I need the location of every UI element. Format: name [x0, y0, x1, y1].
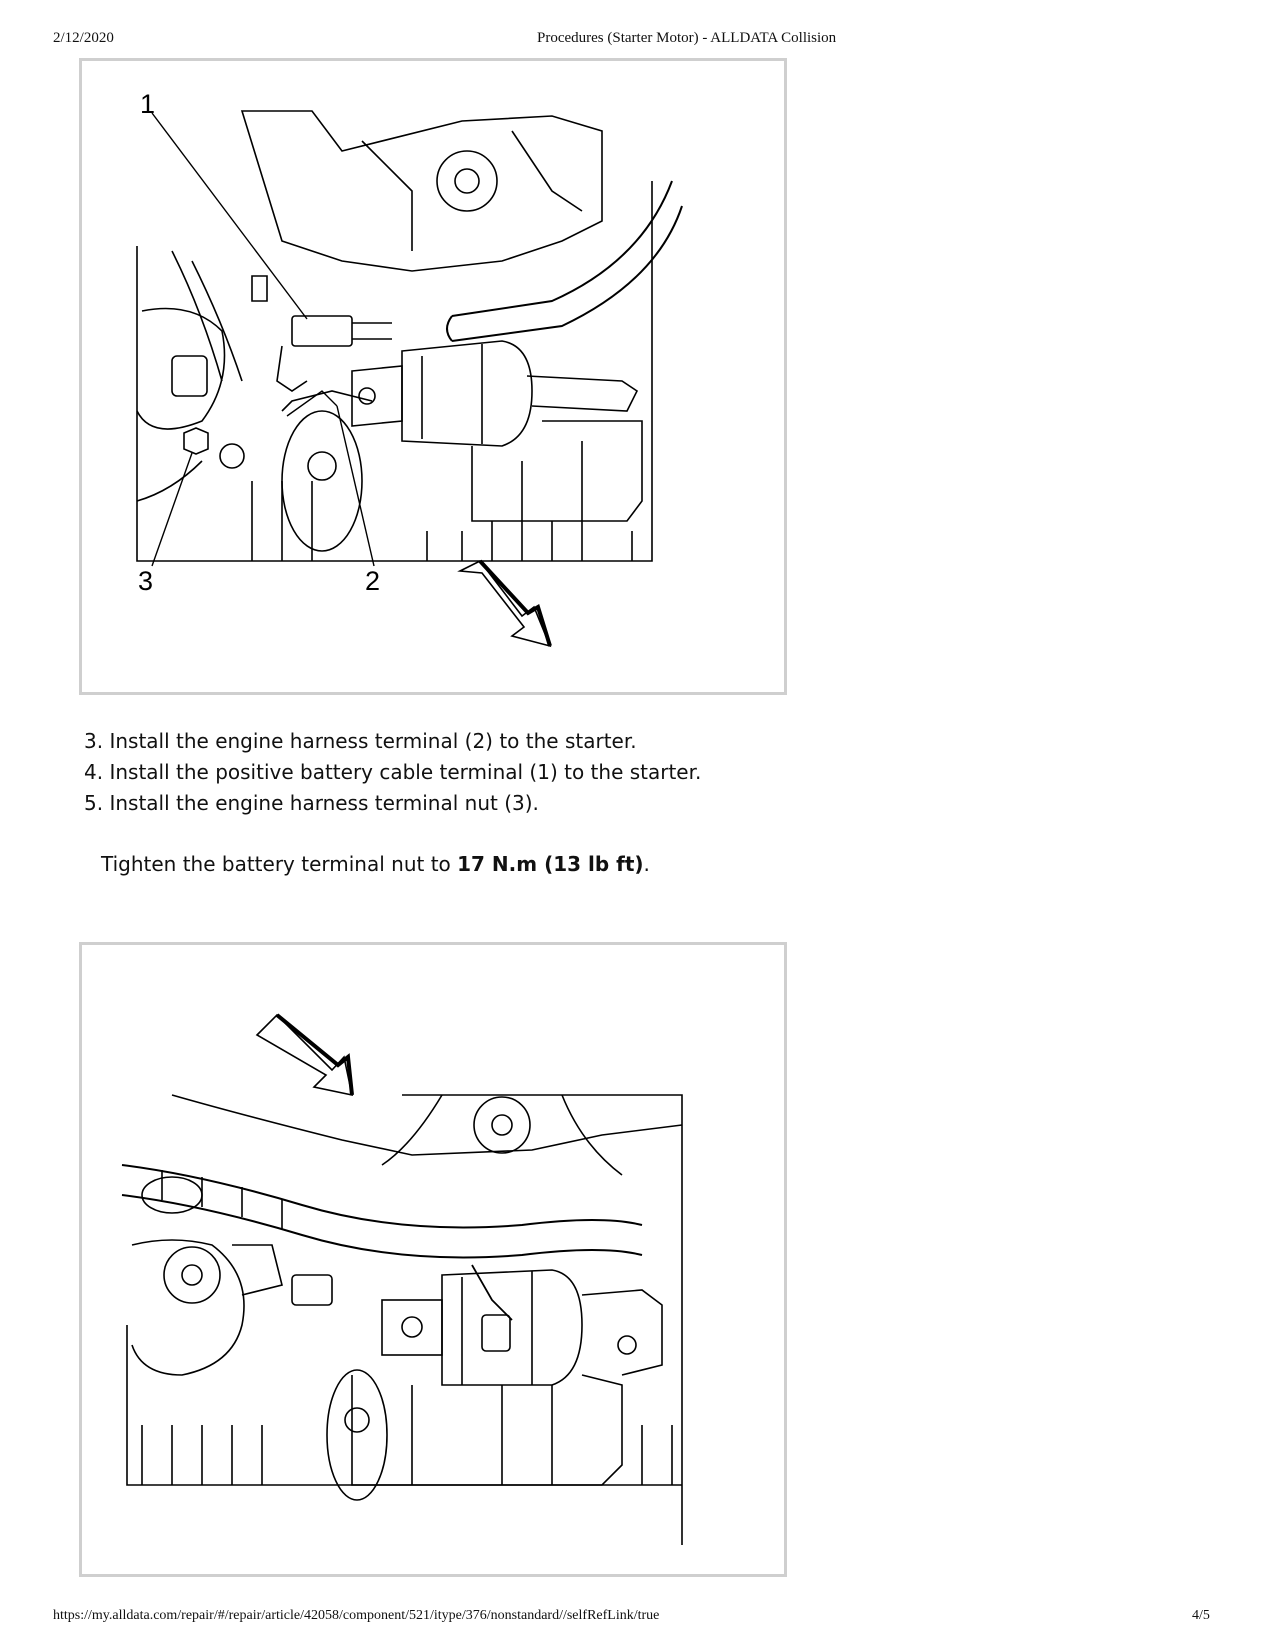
- engine-bolt: [492, 1115, 512, 1135]
- connector: [292, 1275, 332, 1305]
- engine-bolt: [455, 169, 479, 193]
- step-number: 3.: [84, 729, 104, 753]
- print-date: 2/12/2020: [53, 30, 114, 46]
- positive-terminal: [482, 1315, 510, 1351]
- procedure-steps: [84, 726, 701, 819]
- starter-illustration-2: [79, 942, 787, 1577]
- engine-bolt-boss: [474, 1097, 530, 1153]
- connector: [172, 356, 207, 396]
- callout-3: 3: [138, 566, 154, 596]
- step-item: [84, 788, 701, 819]
- torque-note-suffix: .: [643, 852, 650, 876]
- starter-body: [352, 1375, 622, 1485]
- torque-spec: 17 N.m (13 lb ft): [457, 852, 644, 876]
- engine-harness: [122, 1165, 642, 1228]
- callout-2: 2: [365, 566, 381, 596]
- footer-url: https://my.alldata.com/repair/#/repair/article/42058/component/521/itype/376/nonstandard//selfRefLink/true: [53, 1608, 660, 1623]
- page-number: 4/5: [1192, 1608, 1210, 1623]
- drive-housing: [282, 411, 362, 551]
- torque-note-prefix: Tighten the battery terminal nut to: [101, 852, 458, 876]
- step-number: 5.: [84, 791, 104, 815]
- starter-illustration-1: [79, 58, 787, 695]
- terminal-nut: [184, 428, 208, 454]
- engine-block: [242, 111, 602, 271]
- callout-1: 1: [140, 89, 156, 119]
- step-text: Install the engine harness terminal nut (3).: [109, 791, 539, 815]
- starter-body: [472, 421, 642, 521]
- engine-bolt-boss: [437, 151, 497, 211]
- positive-terminal: [292, 316, 352, 346]
- callout-leader-3: [152, 453, 192, 566]
- direction-arrow-icon: [257, 1015, 352, 1095]
- starter-drawing-2: [82, 945, 784, 1574]
- step-number: 4.: [84, 760, 104, 784]
- step-item: [84, 726, 701, 757]
- direction-arrow-icon: [460, 561, 550, 646]
- battery-cable: [452, 181, 672, 316]
- starter-drawing-1: [82, 61, 784, 692]
- callout-leader-1: [152, 113, 307, 319]
- solenoid-terminal: [382, 1300, 442, 1355]
- drive-housing: [327, 1370, 387, 1500]
- step-text: Install the engine harness terminal (2) to the starter.: [109, 729, 637, 753]
- torque-note: [101, 852, 650, 876]
- page-title: Procedures (Starter Motor) - ALLDATA Collision: [537, 30, 837, 46]
- starter-solenoid: [442, 1270, 582, 1385]
- step-text: Install the positive battery cable terminal (1) to the starter.: [109, 760, 702, 784]
- step-item: [84, 757, 701, 788]
